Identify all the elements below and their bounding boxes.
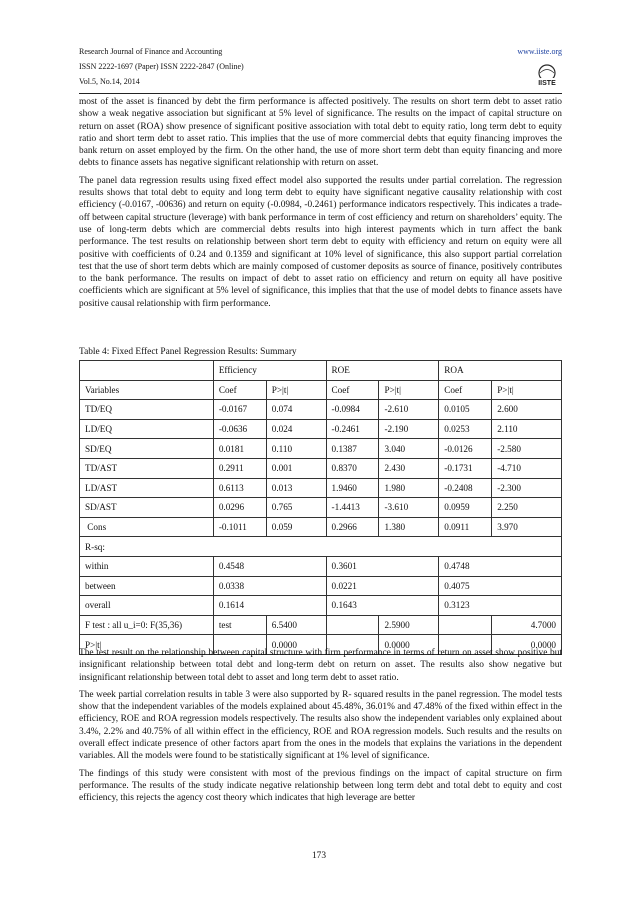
row-label: TD/EQ: [80, 400, 214, 420]
table-cell: 0.0296: [213, 498, 266, 518]
table-cell: 0.0959: [439, 498, 492, 518]
table-cell: -2.300: [492, 478, 562, 498]
journal-url-link[interactable]: www.iiste.org: [517, 47, 562, 56]
table-caption: Table 4: Fixed Effect Panel Regression Results: Summary: [79, 347, 297, 357]
table-cell: 0.0221: [326, 576, 439, 596]
table-cell: 3.970: [492, 517, 562, 537]
table-cell: 0.0000: [492, 635, 562, 655]
table-cell: 2.600: [492, 400, 562, 420]
rsq-label-row: [80, 537, 562, 557]
table-cell: 0.024: [266, 419, 326, 439]
table-cell: test: [213, 615, 266, 635]
table-cell: 1.980: [379, 478, 439, 498]
table-cell: 0.4075: [439, 576, 562, 596]
table-cell: -2.610: [379, 400, 439, 420]
table-cell: 4.7000: [492, 615, 562, 635]
table-cell: 1.380: [379, 517, 439, 537]
header-rule: [79, 93, 562, 94]
table-cell: 0.4748: [439, 556, 562, 576]
table-cell: 0.1614: [213, 596, 326, 616]
table-cell: -0.0984: [326, 400, 379, 420]
row-label: F test : all u_i=0: F(35,36): [80, 615, 214, 635]
page-number: 173: [311, 851, 327, 861]
table-cell: 0.1387: [326, 439, 379, 459]
subheader-cell: Coef: [213, 380, 266, 400]
row-label: SD/EQ: [80, 439, 214, 459]
group-header: Efficiency: [213, 361, 326, 381]
volume-line: Vol.5, No.14, 2014: [79, 77, 140, 86]
table-cell: 0.0911: [439, 517, 492, 537]
group-header: ROE: [326, 361, 439, 381]
table-cell: 0.2966: [326, 517, 379, 537]
row-label: LD/AST: [80, 478, 214, 498]
table-cell: 0.765: [266, 498, 326, 518]
table-cell: -3.610: [379, 498, 439, 518]
subheader-cell: Coef: [439, 380, 492, 400]
table-cell: 0.001: [266, 458, 326, 478]
row-label: within: [80, 556, 214, 576]
group-header: ROA: [439, 361, 562, 381]
subheader-cell: P>|t|: [266, 380, 326, 400]
table-row: [80, 419, 562, 439]
table-cell: 0.0105: [439, 400, 492, 420]
row-label: overall: [80, 596, 214, 616]
table-row: [80, 478, 562, 498]
body-bottom: [79, 647, 562, 810]
table-cell: -2.190: [379, 419, 439, 439]
table-cell: -1.4413: [326, 498, 379, 518]
table-cell: 2.110: [492, 419, 562, 439]
table-cell: -0.1731: [439, 458, 492, 478]
table-cell: -0.0126: [439, 439, 492, 459]
table-cell: -0.0636: [213, 419, 266, 439]
table-row: [80, 458, 562, 478]
page-header: [79, 44, 562, 92]
issn-line: ISSN 2222-1697 (Paper) ISSN 2222-2847 (Online): [79, 62, 244, 71]
row-label: SD/AST: [80, 498, 214, 518]
table-cell: 2.250: [492, 498, 562, 518]
table-cell: 0.3601: [326, 556, 439, 576]
table-cell: 0.6113: [213, 478, 266, 498]
table-cell: 6.5400: [266, 615, 326, 635]
row-label: TD/AST: [80, 458, 214, 478]
paragraph: The test result on the relationship between capital structure with firm performance in terms of return on asset show positive but insignificant relationship between total debt and long-term debt on return on asset. The results also show negative but insignificant relationship between total debt to asset and long term debt to asset ratio.: [79, 648, 562, 683]
table-cell: -4.710: [492, 458, 562, 478]
table-row: [80, 498, 562, 518]
table-cell: 0.0000: [266, 635, 326, 655]
table-cell: -2.580: [492, 439, 562, 459]
ftest-row: [80, 615, 562, 635]
row-label: LD/EQ: [80, 419, 214, 439]
table-row: [80, 400, 562, 420]
rsq-label: R-sq:: [80, 537, 562, 557]
rsq-row: [80, 596, 562, 616]
table-cell: -0.2408: [439, 478, 492, 498]
paragraph: The week partial correlation results in table 3 were also supported by R- squared results in the panel regression. The model tests show that the independent variables of the models explained about 45.48%, 36.01% and 47.48% of the fixed within effect in the efficiency, ROE and ROA regression models respectively. The results also show the independent variables only explained about 3.4%, 2.2% and 40.75% of all within effect in the efficiency, ROE and ROA regression models. Such results and the results on overall effect indicate presence of other factors apart from the ones in the models that explains the variations in the dependent variables. All the models were found to be statistically significant at 1% level of significance.: [79, 689, 562, 762]
logo-text: IISTE: [538, 80, 556, 87]
subheader-cell: Coef: [326, 380, 379, 400]
rsq-row: [80, 556, 562, 576]
regression-table: [79, 360, 562, 655]
table-cell: -0.0167: [213, 400, 266, 420]
row-label: P>|t|: [80, 635, 214, 655]
table-cell: 0.110: [266, 439, 326, 459]
table-cell: 0.0000: [379, 635, 439, 655]
table-cell: 0.1643: [326, 596, 439, 616]
table-row: [80, 517, 562, 537]
table-row: [80, 439, 562, 459]
row-label: between: [80, 576, 214, 596]
table-group-header-row: [80, 361, 562, 381]
table-cell: 0.8370: [326, 458, 379, 478]
table-cell: 0.0181: [213, 439, 266, 459]
table-cell: 0.0338: [213, 576, 326, 596]
table-cell: [80, 361, 214, 381]
table-cell: 0.4548: [213, 556, 326, 576]
table-cell: 1.9460: [326, 478, 379, 498]
paragraph: most of the asset is financed by debt the firm performance is affected positively. The results on short term debt to asset ratio show a weak negative association but significant at 5% level of significance. The results on the impact of capital structure on return on asset (ROA) show presence of significant positive association with total debt to equity ratio, long term debt to equity ratio and short term debt to asset ratio. This implies that the use of more commercial debts that equity financing improves the bank return on asset employed by the firm. On the other hand, the use of more short term debt than equity financing and more debts to finance assets has negative significant relationship with return on asset.: [79, 97, 562, 169]
table-cell: 0.013: [266, 478, 326, 498]
paragraph: The findings of this study were consistent with most of the previous findings on the impact of capital structure on firm performance. The results of the study indicate negative relationship between long term debt and total debt to equity and cost efficiency, this rejects the agency cost theory which indicates that high leverage are better: [79, 768, 562, 804]
table-subheader-row: [80, 380, 562, 400]
journal-name: Research Journal of Finance and Accounting: [79, 47, 223, 56]
table-cell: 2.430: [379, 458, 439, 478]
subheader-cell: P>|t|: [379, 380, 439, 400]
table-cell: -0.1011: [213, 517, 266, 537]
table-cell: -0.2461: [326, 419, 379, 439]
paragraph: The panel data regression results using fixed effect model also supported the results under partial correlation. The regression results shows that total debt to equity and long term debt to equity have significant negative causality relationship with cost efficiency (-0.0167, -00636) and return on equity (-0.0984, -0.2461) performance indicators respectively. This indicates a trade-off between capital structure (leverage) with bank performance in term of cost efficiency and return on shareholders’ equity. The use of long-term debts which are commercial debts results into high interest payments which in turn affect the bank performance. The test results on relationship between short term debt to equity with efficiency and return on equity were all positive with coefficients of 0.24 and 0.1359 and significant at 10% level of significance, this also support partial correlation test that the use of short term debts which are mainly composed of customer deposits as source of finance, positively contributes to the bank performance. The results on impact of debt to asset ratio on efficiency and return on equity all have positive coefficients which are significant at 5% level of significance, this implies that that the use of model debts to finance assets have positive causal relationship with firm performance.: [79, 175, 562, 309]
variables-header: Variables: [80, 380, 214, 400]
table-cell: 0.059: [266, 517, 326, 537]
row-label: Cons: [80, 517, 214, 537]
table-cell: 0.3123: [439, 596, 562, 616]
table-cell: 0.0253: [439, 419, 492, 439]
iiste-logo: [534, 62, 560, 88]
table-cell: 2.5900: [379, 615, 439, 635]
table-cell: 0.074: [266, 400, 326, 420]
table-cell: [326, 615, 379, 635]
body-top: [79, 96, 562, 315]
table-cell: 3.040: [379, 439, 439, 459]
subheader-cell: P>|t|: [492, 380, 562, 400]
table-cell: [439, 615, 492, 635]
rsq-row: [80, 576, 562, 596]
table-cell: 0.2911: [213, 458, 266, 478]
